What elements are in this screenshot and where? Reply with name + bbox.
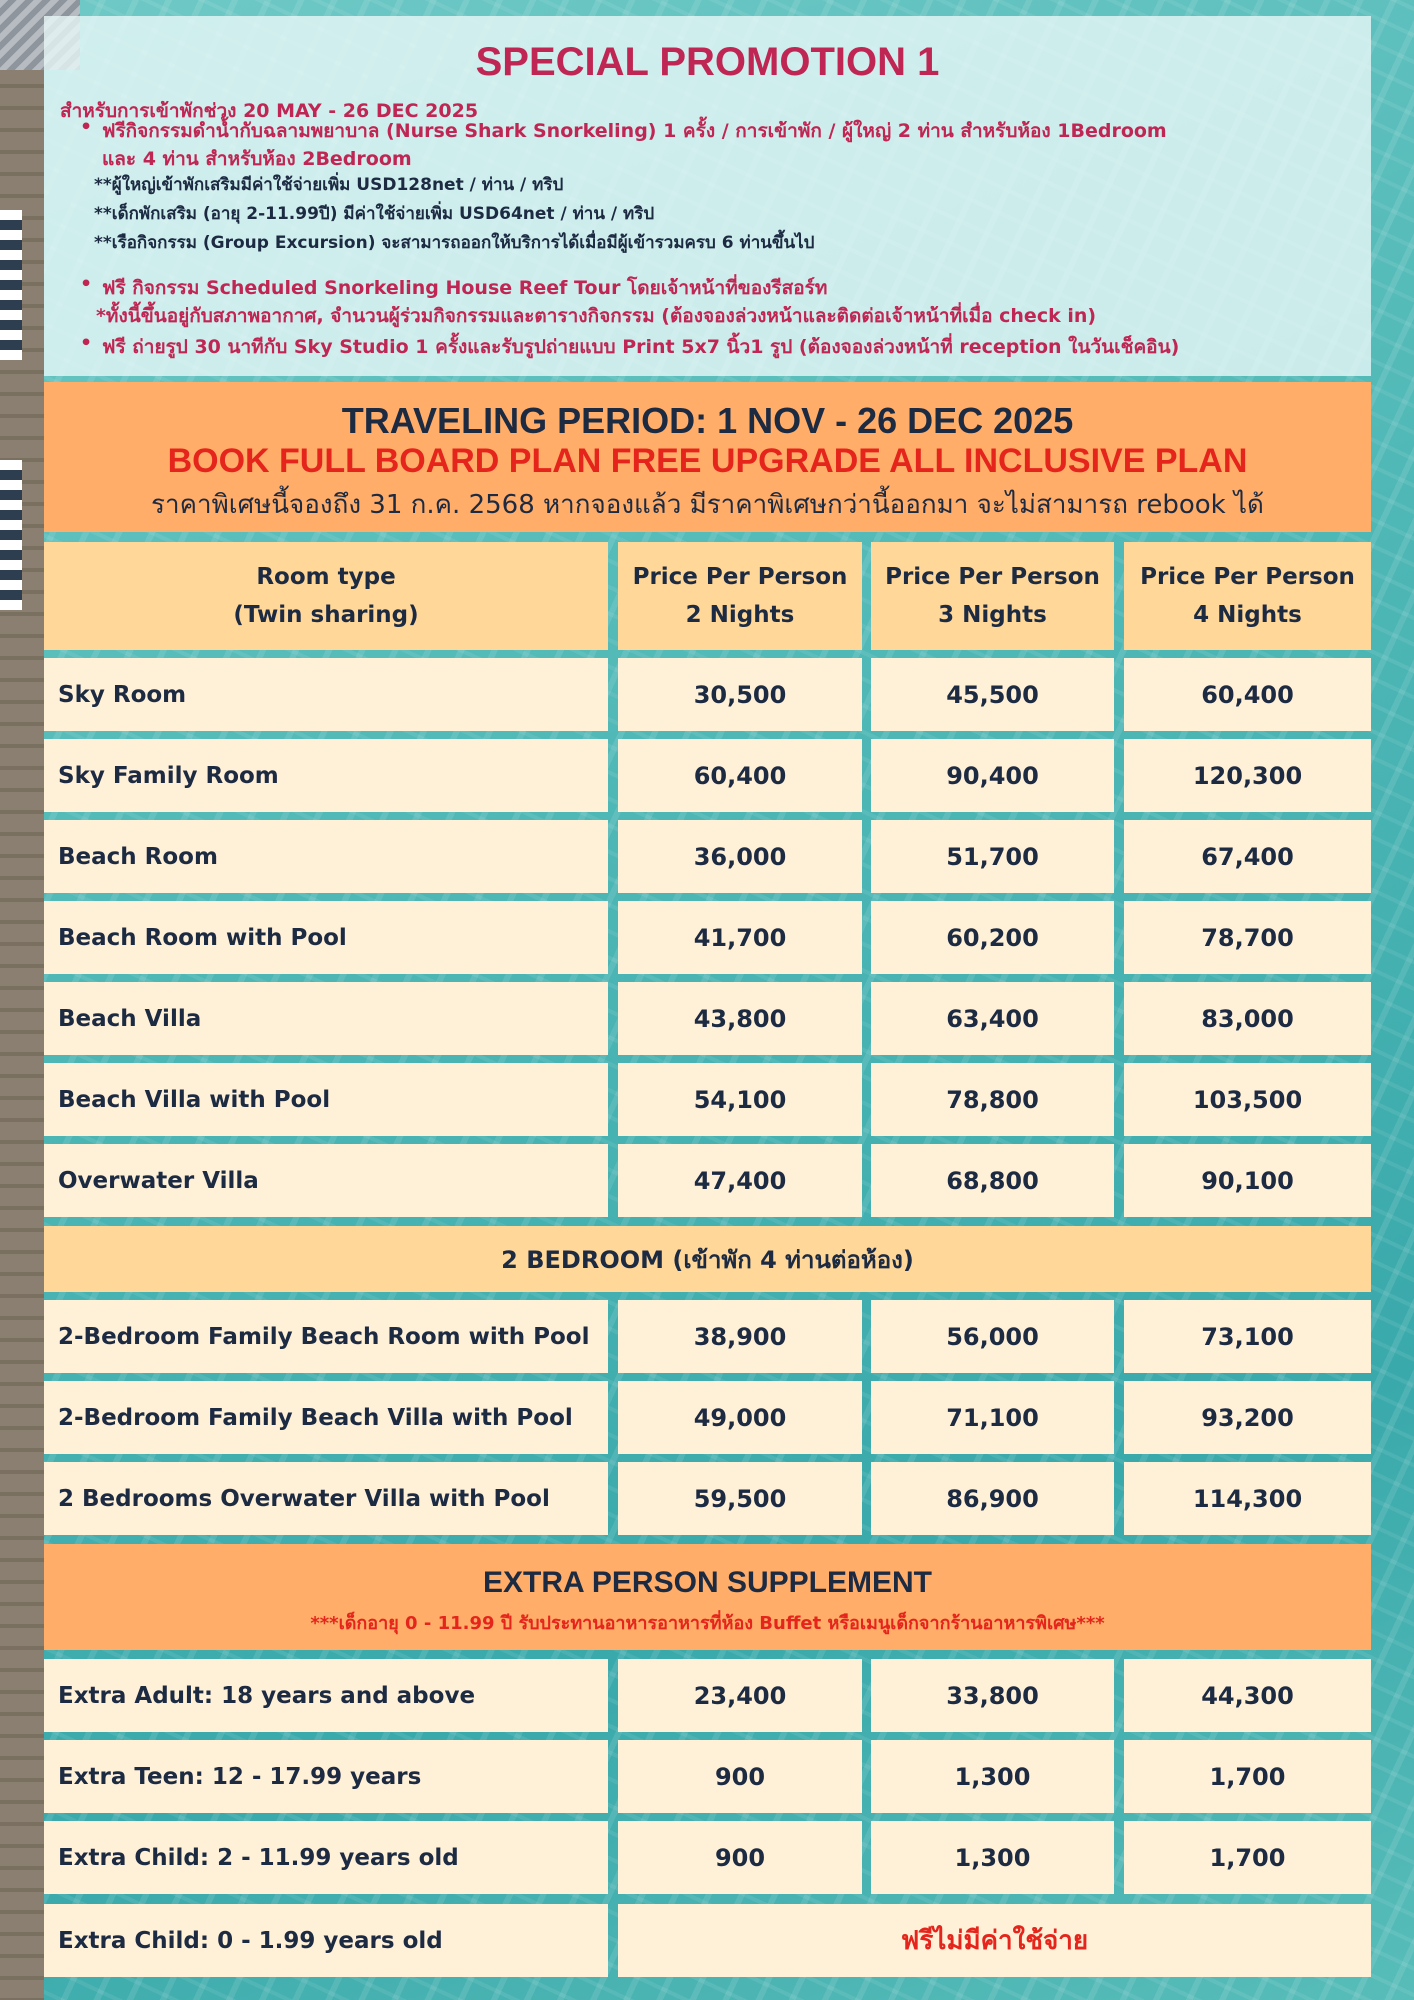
price-4-nights: 114,300 [1124, 1462, 1371, 1535]
header-4-nights: Price Per Person 4 Nights [1124, 542, 1371, 650]
price-3-nights: 1,300 [871, 1740, 1114, 1813]
price-4-nights: 78,700 [1124, 901, 1371, 974]
two-bedroom-section-label: 2 BEDROOM (เข้าพัก 4 ท่านต่อห้อง) [44, 1226, 1371, 1292]
price-4-nights: 1,700 [1124, 1821, 1371, 1894]
table-row [44, 739, 1371, 812]
promotion-bullet-1: • ฟรีกิจกรรมดำน้ำกับฉลามพยาบาล (Nurse Shark Snorkeling) 1 ครั้ง / การเข้าพัก / ผู้ใหญ่ 2 ท่าน สำหรับห้อง 1Bedroom [102, 116, 1167, 146]
price-4-nights: 103,500 [1124, 1063, 1371, 1136]
header-room-type: Room type (Twin sharing) [44, 542, 608, 650]
price-2-nights: 60,400 [618, 739, 862, 812]
price-2-nights: 47,400 [618, 1144, 862, 1217]
extra-person-type: Extra Child: 0 - 1.99 years old [44, 1904, 608, 1977]
promotion-bullet-1-continued: และ 4 ท่าน สำหรับห้อง 2Bedroom [102, 148, 412, 170]
room-name: Sky Room [44, 658, 608, 731]
extra-person-type: Extra Teen: 12 - 17.99 years [44, 1740, 608, 1813]
room-name: Beach Room [44, 820, 608, 893]
free-of-charge-label: ฟรีไม่มีค่าใช้จ่าย [618, 1904, 1371, 1977]
table-row [44, 1821, 1371, 1894]
room-name: Beach Villa [44, 982, 608, 1055]
price-2-nights: 38,900 [618, 1300, 862, 1373]
table-row [44, 982, 1371, 1055]
promotion-box [44, 16, 1371, 376]
table-row [44, 1462, 1371, 1535]
price-3-nights: 60,200 [871, 901, 1114, 974]
extra-person-note: ***เด็กอายุ 0 - 11.99 ปี รับประทานอาหารอาหารที่ห้อง Buffet หรือเมนูเด็กจากร้านอาหารพิเศษ*** [310, 1613, 1105, 1634]
price-4-nights: 67,400 [1124, 820, 1371, 893]
price-2-nights: 23,400 [618, 1659, 862, 1732]
table-row [44, 1904, 1371, 1977]
price-3-nights: 90,400 [871, 739, 1114, 812]
promotion-note-3: **เรือกิจกรรม (Group Excursion) จะสามารถออกให้บริการได้เมื่อมีผู้เข้ารวมครบ 6 ท่านขึ้นไป [94, 233, 815, 253]
promotion-period: สำหรับการเข้าพักช่วง 20 MAY - 26 DEC 2025 [60, 100, 479, 122]
room-name: Sky Family Room [44, 739, 608, 812]
table-row [44, 1659, 1371, 1732]
price-4-nights: 73,100 [1124, 1300, 1371, 1373]
room-name: Overwater Villa [44, 1144, 608, 1217]
price-2-nights: 49,000 [618, 1381, 862, 1454]
room-name: 2-Bedroom Family Beach Room with Pool [44, 1300, 608, 1373]
promotion-note-2: **เด็กพักเสริม (อายุ 2-11.99ปี) มีค่าใช้จ่ายเพิ่ม USD64net / ท่าน / ทริป [94, 204, 655, 224]
promotion-note-1: **ผู้ใหญ่เข้าพักเสริมมีค่าใช้จ่ายเพิ่ม USD128net / ท่าน / ทริป [94, 175, 564, 195]
table-row [44, 658, 1371, 731]
table-row [44, 1300, 1371, 1373]
striped-umbrella-background [0, 210, 22, 360]
price-2-nights: 54,100 [618, 1063, 862, 1136]
extra-person-header [44, 1544, 1371, 1650]
extra-person-type: Extra Child: 2 - 11.99 years old [44, 1821, 608, 1894]
table-row [44, 1063, 1371, 1136]
price-2-nights: 900 [618, 1740, 862, 1813]
price-2-nights: 900 [618, 1821, 862, 1894]
price-3-nights: 33,800 [871, 1659, 1114, 1732]
table-row [44, 820, 1371, 893]
striped-umbrella-background [0, 460, 22, 610]
price-2-nights: 30,500 [618, 658, 862, 731]
price-4-nights: 1,700 [1124, 1740, 1371, 1813]
booking-deadline-note: ราคาพิเศษนี้จองถึง 31 ก.ค. 2568 หากจองแล้ว มีราคาพิเศษกว่านี้ออกมา จะไม่สามารถ rebook ได้ [151, 490, 1264, 520]
promotion-bullet-2: • ฟรี กิจกรรม Scheduled Snorkeling House Reef Tour โดยเจ้าหน้าที่ของรีสอร์ท [102, 273, 827, 303]
price-2-nights: 41,700 [618, 901, 862, 974]
promotion-title: SPECIAL PROMOTION 1 [475, 40, 940, 84]
room-name: Beach Room with Pool [44, 901, 608, 974]
price-4-nights: 44,300 [1124, 1659, 1371, 1732]
room-name: 2-Bedroom Family Beach Villa with Pool [44, 1381, 608, 1454]
table-row [44, 901, 1371, 974]
room-name: Beach Villa with Pool [44, 1063, 608, 1136]
header-3-nights: Price Per Person 3 Nights [871, 542, 1114, 650]
table-row [44, 1144, 1371, 1217]
price-3-nights: 63,400 [871, 982, 1114, 1055]
traveling-period-header [44, 382, 1371, 532]
price-4-nights: 90,100 [1124, 1144, 1371, 1217]
price-3-nights: 78,800 [871, 1063, 1114, 1136]
traveling-period-title: TRAVELING PERIOD: 1 NOV - 26 DEC 2025 [341, 400, 1074, 441]
price-2-nights: 43,800 [618, 982, 862, 1055]
upgrade-offer: BOOK FULL BOARD PLAN FREE UPGRADE ALL INCLUSIVE PLAN [167, 442, 1248, 480]
price-3-nights: 86,900 [871, 1462, 1114, 1535]
table-row [44, 1740, 1371, 1813]
price-3-nights: 56,000 [871, 1300, 1114, 1373]
price-4-nights: 83,000 [1124, 982, 1371, 1055]
price-3-nights: 51,700 [871, 820, 1114, 893]
extra-person-type: Extra Adult: 18 years and above [44, 1659, 608, 1732]
promotion-bullet-3: • ฟรี ถ่ายรูป 30 นาทีกับ Sky Studio 1 ครั้งและรับรูปถ่ายแบบ Print 5x7 นิ้ว1 รูป (ต้องจองล่วงหน้าที่ reception ในวันเช็คอิน) [102, 332, 1179, 362]
price-3-nights: 71,100 [871, 1381, 1114, 1454]
promotion-bullet-2-note: *ทั้งนี้ขึ้นอยู่กับสภาพอากาศ, จำนวนผู้ร่วมกิจกรรมและตารางกิจกรรม (ต้องจองล่วงหน้าและติดต่อเจ้าหน้าที่เมื่อ check in) [96, 305, 1097, 327]
header-2-nights: Price Per Person 2 Nights [618, 542, 862, 650]
table-row [44, 1381, 1371, 1454]
price-4-nights: 93,200 [1124, 1381, 1371, 1454]
price-4-nights: 60,400 [1124, 658, 1371, 731]
price-2-nights: 36,000 [618, 820, 862, 893]
price-4-nights: 120,300 [1124, 739, 1371, 812]
price-3-nights: 1,300 [871, 1821, 1114, 1894]
extra-person-title: EXTRA PERSON SUPPLEMENT [483, 1566, 932, 1599]
room-name: 2 Bedrooms Overwater Villa with Pool [44, 1462, 608, 1535]
price-3-nights: 68,800 [871, 1144, 1114, 1217]
price-3-nights: 45,500 [871, 658, 1114, 731]
table-header-row [44, 542, 1371, 650]
price-2-nights: 59,500 [618, 1462, 862, 1535]
